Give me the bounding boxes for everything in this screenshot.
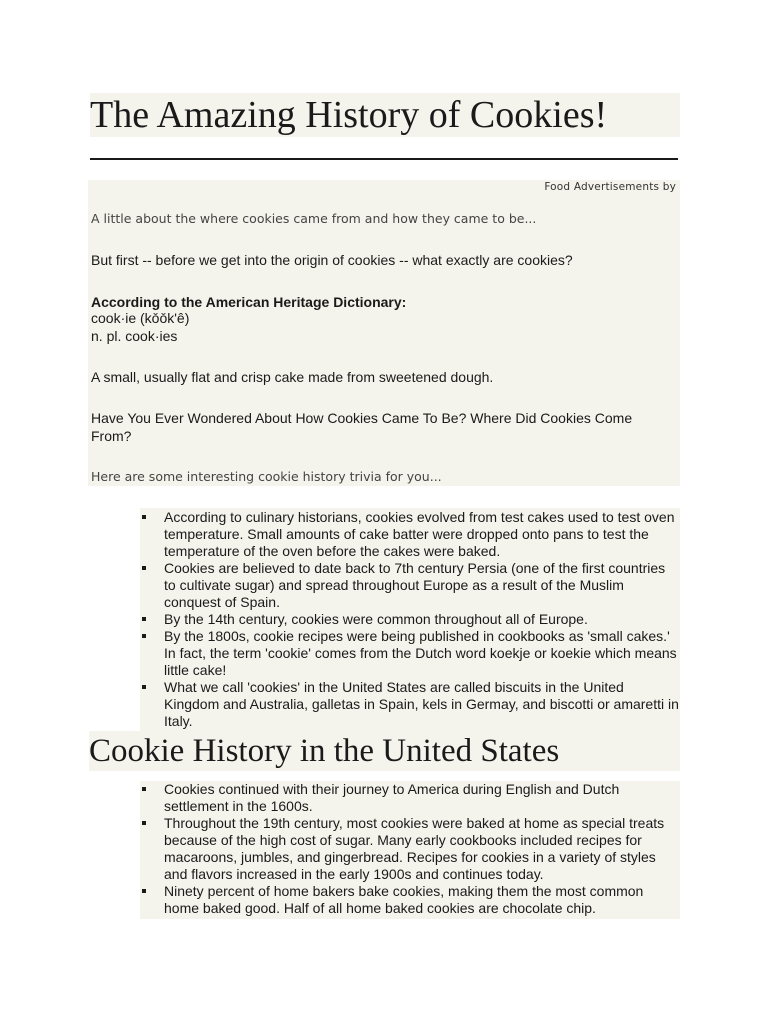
list-item: By the 14th century, cookies were common throughout all of Europe. [140, 611, 680, 628]
intro-line: A little about the where cookies came from and how they came to be... [91, 211, 537, 226]
dictionary-definition: A small, usually flat and crisp cake made from sweetened dough. [91, 369, 494, 385]
list-item: Cookies are believed to date back to 7th century Persia (one of the first countries to cultivate sugar) and spread throughout Europe as a result of the Muslim conquest of Spain. [140, 560, 680, 611]
trivia-intro: Here are some interesting cookie history trivia for you... [91, 469, 442, 484]
section-heading: Cookie History in the United States [89, 731, 680, 771]
dictionary-plural: n. pl. cook·ies [91, 328, 178, 344]
page-title: The Amazing History of Cookies! [90, 93, 680, 137]
dictionary-pronunciation: cook·ie (kǒǒk'ê) [91, 310, 190, 326]
dictionary-heading: According to the American Heritage Dictionary: [91, 294, 407, 310]
us-history-list [140, 781, 680, 917]
intro-question: But first -- before we get into the origin of cookies -- what exactly are cookies? [91, 252, 573, 268]
list-item: Cookies continued with their journey to America during English and Dutch settlement in the 1600s. [140, 781, 680, 815]
origin-question: Have You Ever Wondered About How Cookies Came To Be? Where Did Cookies Come From? [91, 410, 633, 444]
title-divider [90, 158, 678, 160]
list-item: By the 1800s, cookie recipes were being published in cookbooks as 'small cakes.' In fact, the term 'cookie' comes from the Dutch word koekje or koekie which means little cake! [140, 628, 680, 679]
intro-section [88, 180, 680, 486]
list-item: Ninety percent of home bakers bake cookies, making them the most common home baked good. Half of all home baked cookies are chocolate chip. [140, 883, 680, 917]
list-item: Throughout the 19th century, most cookies were baked at home as special treats because of the high cost of sugar. Many early cookbooks included recipes for macaroons, jumbles, and gingerbread. Recipes for cookies in a variety of styles and flavors increased in the early 1900s and continues today. [140, 815, 680, 883]
ad-label[interactable]: Food Advertisements by [544, 181, 676, 193]
trivia-list [140, 509, 680, 730]
list-item: According to culinary historians, cookies evolved from test cakes used to test oven temperature. Small amounts of cake batter were dropped onto pans to test the temperature of the oven before the cakes were baked. [140, 509, 680, 560]
list-item: What we call 'cookies' in the United States are called biscuits in the United Kingdom and Australia, galletas in Spain, kels in Germay, and biscotti or amaretti in Italy. [140, 679, 680, 730]
